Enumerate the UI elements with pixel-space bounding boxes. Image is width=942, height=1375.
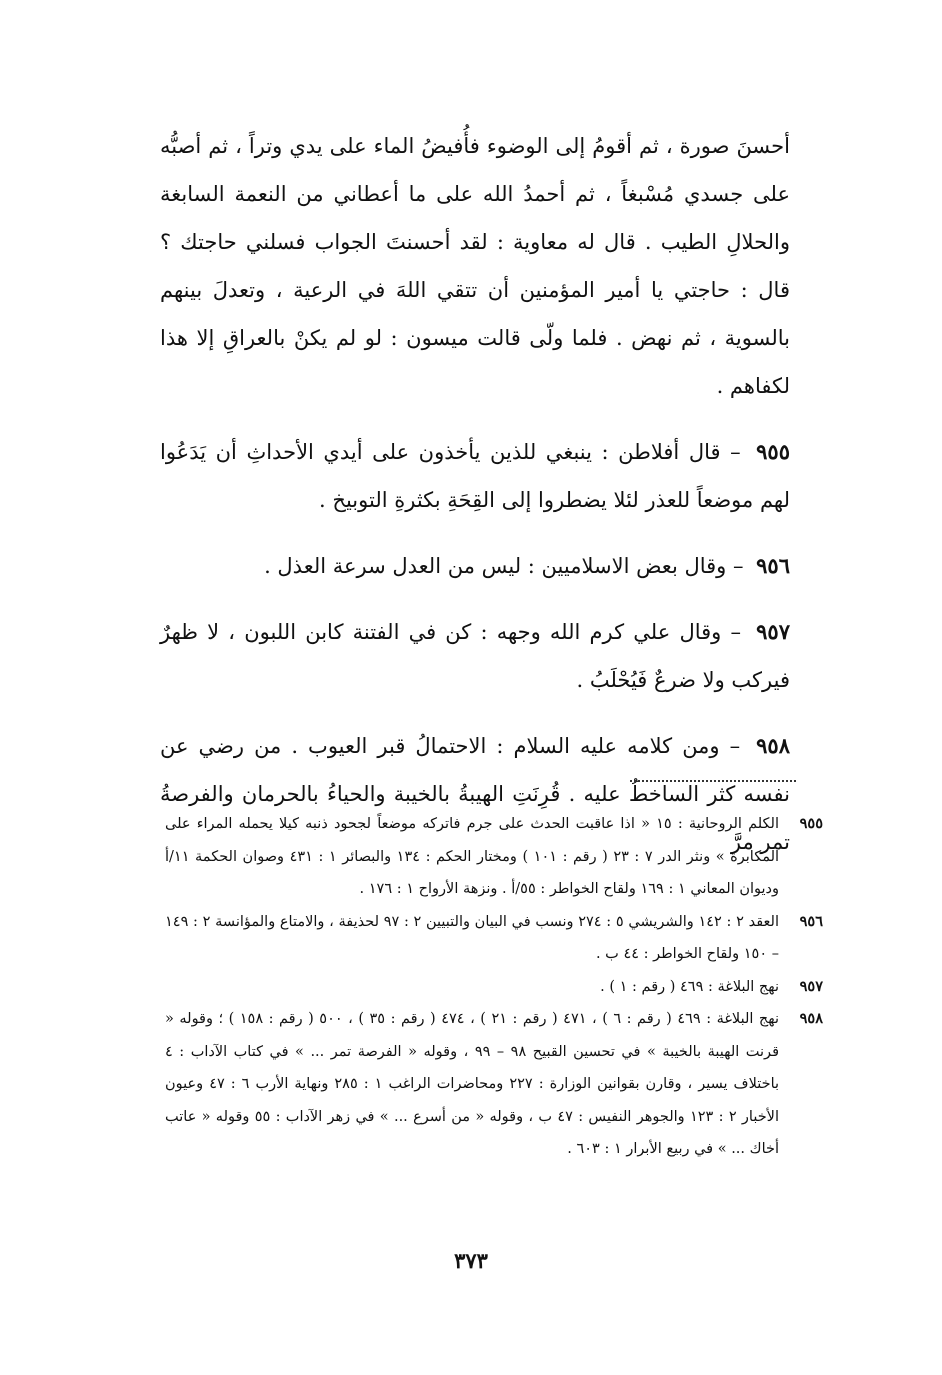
entry-number: ٩٥٦ [756,553,790,578]
entry-957 [160,608,790,704]
entry-number: ٩٥٥ [756,439,790,464]
entry-text: – وقال علي كرم الله وجهه : كن في الفتنة كابن اللبون ، لا ظهرٌ فيركب ولا ضرعٌ فَيُحْلَبُ . [160,620,790,692]
main-text [160,122,790,866]
entry-text: – وقال بعض الاسلاميين : ليس من العدل سرعة العذل . [264,554,744,578]
footnote-956 [165,906,823,971]
footnotes [165,808,823,1166]
footnote-text: نهج البلاغة : ٤٦٩ ( رقم : ٦ ) ، ٤٧١ ( رقم : ٢١ ) ، ٤٧٤ ( رقم : ٣٥ ) ، ٥٠٠ ( رقم : ١٥٨ ) ؛ وقوله « قرنت الهيبة بالخيبة » في تحسين القبيح ٩٨ – ٩٩ ، وقوله « الفرصة تمر ... » في كتاب الآداب : ٤ باختلاف يسير ، وقارن بقوانين الوزارة : ٢٢٧ ومحاضرات الراغب ١ : ٢٨٥ ونهاية الأرب ٦ : ٤٧ وعيون الأخبار ٢ : ١٢٣ والجوهر النفيس : ٤٧ ب ، وقوله « من أسرع ... » في زهر الآداب : ٥٥ وقوله « عاتب أخاك ... » في ربيع الأبرار ١ : ٦٠٣ . [165,1011,780,1157]
footnote-955 [165,808,823,906]
page-number: ٣٧٣ [454,1248,488,1273]
footnote-text: الكلم الروحانية : ١٥ « اذا عاقبت الحدث على جرم فاتركه موضعاً لجحود ذنبه كيلا يحمله المراء على المكابرة » ونثر الدر ٧ : ٢٣ ( رقم : ١٠١ ) ومختار الحكم : ١٣٤ والبصائر ١ : ٤٣١ وصوان الحكمة ١١/أ وديوان المعاني ١ : ١٦٩ ولقاح الخواطر : ٥٥/أ . ونزهة الأرواح ١ : ١٧٦ . [165,816,780,897]
footnote-number: ٩٥٦ [799,912,823,930]
footnote-number: ٩٥٨ [799,1010,823,1027]
footnote-958 [165,1003,823,1166]
entry-number: ٩٥٨ [756,733,790,758]
footnote-number: ٩٥٧ [799,977,823,995]
footnote-957 [165,971,823,1004]
footnote-divider [630,780,796,782]
footnote-number: ٩٥٥ [799,815,823,832]
entry-text: – ومن كلامه عليه السلام : الاحتمالُ قبر العيوب . من رضي عن نفسه كثر الساخطُ عليه . قُرِنَتِ الهيبةُ بالخيبة والحياءُ بالحرمان والفرصةُ تمر مرَّ [160,734,790,854]
paragraph-intro: أحسنَ صورة ، ثم أقومُ إلى الوضوء فأُفيضُ الماء على يدي وتراً ، ثم أصبُّه على جسدي مُسْبغاً ، ثم أحمدُ الله على ما أعطاني من النعمة السابغة والحلالِ الطيب . قال له معاوية : لقد أحسنتَ الجواب فسلني حاجتك ؟ قال : حاجتي يا أمير المؤمنين أن تتقي اللهَ في الرعية ، وتعدلَ بينهم بالسوية ، ثم نهض . فلما ولّى قالت ميسون : لو لم يكنْ بالعراقِ إلا هذا لكفاهم . [160,134,790,398]
entry-956 [160,542,790,590]
footnote-text: العقد ٢ : ١٤٢ والشريشي ٥ : ٢٧٤ ونسب في البيان والتبيين ٢ : ٩٧ لحذيفة ، والامتاع والمؤانسة ٢ : ١٤٩ – ١٥٠ ولقاح الخواطر : ٤٤ ب . [165,913,779,962]
entry-text: – قال أفلاطن : ينبغي للذين يأخذون على أيدي الأحداثِ أن يَدَعُوا لهم موضعاً للعذر لئلا يضطروا إلى القِحَةِ بكثرةِ التوبيخ . [160,440,790,512]
footnote-text: نهج البلاغة : ٤٦٩ ( رقم : ١ ) . [600,978,779,995]
entry-number: ٩٥٧ [756,619,790,644]
entry-955 [160,428,790,524]
